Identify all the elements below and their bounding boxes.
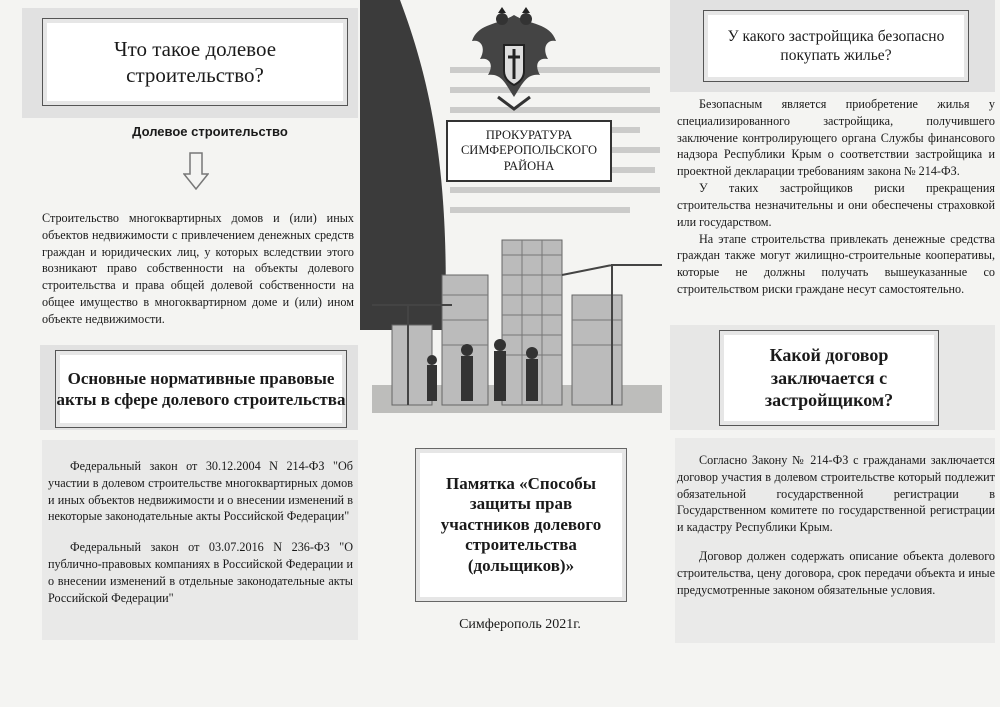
definition-text: Строительство многоквартирных домов и (или) иных объектов недвижимости с привлечением денежных средств граждан и юридических лиц, у которых вследствии этого возникают право собственности на объекты долевого строительства и права общей долевой собственности на общее имущество в многоквартирном доме и (или) ином объекте недвижимости. (42, 211, 354, 326)
law-1: Федеральный закон от 30.12.2004 N 214-ФЗ "Об участии в долевом строительстве многоквартирных домов и иных объектов недвижимости и о внесении изменений в некоторые законодательные акты Российской Федерации" (48, 459, 353, 524)
paragraph-3: На этапе строительства привлекать денежные средства граждан также могут жилищно-строительные кооперативы, которые не должны получать вышеуказанные со строительством риски граждане несут самостоятельно. (677, 231, 995, 297)
left-panel (0, 0, 360, 707)
safe-developer-heading: У какого застройщика безопасно покупать жилье? (703, 10, 969, 82)
paragraph-4: Согласно Закону № 214-ФЗ с гражданами заключается договор участия в долевом строительстве который подлежит обязательной государственной регистрации в Государственном комитете по государственной регистрации и кадастру Республики Крым. (677, 453, 995, 535)
what-is-heading: Что такое долевое строительство? (42, 18, 348, 106)
down-arrow-icon (183, 152, 209, 190)
contract-text (677, 452, 995, 599)
paragraph-1: Безопасным является приобретение жилья у специализированного застройщика, получившего заключение контролирующего органа Службы финансового надзора Республики Крым о соответствии застройщика и проектной декларации требованиям закона № 214-ФЗ. (677, 97, 995, 179)
paragraph-5: Договор должен содержать описание объекта долевого строительства, цену договора, срок передачи объекта и иные предусмотренные законом обязательные условия. (677, 549, 995, 597)
safe-developer-text (677, 96, 995, 298)
leaflet-title: Памятка «Способы защиты прав участников долевого строительства (дольщиков)» (415, 448, 627, 602)
prosecutor-emblem-icon (468, 5, 560, 113)
laws-list (48, 458, 353, 607)
middle-panel (360, 0, 665, 707)
laws-heading: Основные нормативные правовые акты в сфере долевого строительства (55, 350, 347, 428)
law-2: Федеральный закон от 03.07.2016 N 236-ФЗ "О публично-правовых компаниях в Российской Федерации и о внесении изменений в отдельные законодательные акты Российской Федерации" (48, 540, 353, 605)
city-year: Симферополь 2021г. (459, 617, 581, 632)
paragraph-2: У таких застройщиков риски прекращения строительства незначительны и они обеспечены страховкой или государством. (677, 181, 995, 229)
office-name: ПРОКУРАТУРА СИМФЕРОПОЛЬСКОГО РАЙОНА (446, 120, 612, 182)
right-panel (665, 0, 1000, 707)
construction-illustration (372, 235, 662, 413)
subheading: Долевое строительство (132, 124, 288, 139)
contract-heading: Какой договор заключается с застройщиком? (719, 330, 939, 426)
